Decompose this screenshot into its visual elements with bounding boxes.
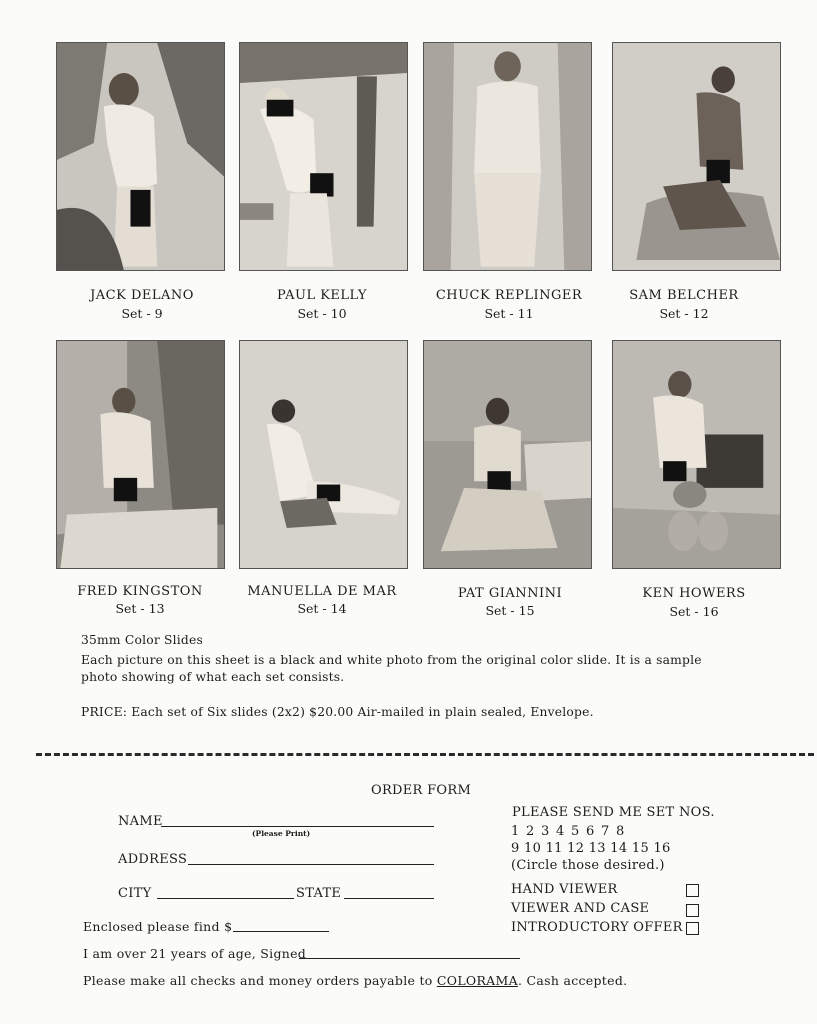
description-line-1: Each picture on this sheet is a black and white photo from the original color slide. It is a sample [81, 653, 702, 667]
option-intro-offer-label: INTRODUCTORY OFFER [511, 920, 683, 935]
set-number: Set - 13 [115, 601, 165, 616]
age-label: I am over 21 years of age, Signed [83, 946, 307, 961]
set-number: Set - 9 [121, 306, 163, 321]
name-label: NAME [118, 814, 163, 829]
checks-prefix: Please make all checks and money orders payable to [83, 973, 437, 988]
hand-viewer-checkbox[interactable] [686, 884, 699, 897]
enclosed-label: Enclosed please find $ [83, 919, 233, 934]
photo-fred-kingston [56, 340, 225, 569]
checks-suffix: . Cash accepted. [517, 973, 628, 988]
set-name: KEN HOWERS [642, 586, 746, 601]
city-label: CITY [118, 886, 152, 901]
intro-offer-checkbox[interactable] [686, 922, 699, 935]
set-number: Set - 15 [485, 603, 535, 618]
set-number: Set - 16 [669, 604, 719, 619]
photo-pat-giannini [423, 340, 592, 569]
set-name: FRED KINGSTON [77, 584, 203, 599]
set-number: Set - 10 [297, 306, 347, 321]
photo-jack-delano [56, 42, 225, 271]
cut-line [36, 753, 814, 756]
amount-field[interactable] [233, 931, 329, 932]
payee: COLORAMA [436, 973, 518, 988]
slides-heading: 35mm Color Slides [81, 633, 203, 647]
send-sets-title: PLEASE SEND ME SET NOS. [512, 805, 715, 820]
state-field[interactable] [344, 898, 434, 899]
address-label: ADDRESS [118, 852, 188, 867]
option-viewer-case-label: VIEWER AND CASE [511, 901, 650, 916]
name-field[interactable] [161, 826, 434, 827]
checks-note [83, 973, 627, 988]
set-name: MANUELLA DE MAR [247, 584, 397, 599]
price-text: PRICE: Each set of Six slides (2x2) $20.00 Air-mailed in plain sealed, Envelope. [81, 705, 594, 719]
state-label: STATE [296, 886, 342, 901]
set-numbers-row-1: 1 2 3 4 5 6 7 8 [511, 824, 625, 839]
photo-paul-kelly [239, 42, 408, 271]
set-name: SAM BELCHER [629, 288, 739, 303]
photo-manuella-de-mar [239, 340, 408, 569]
option-hand-viewer-label: HAND VIEWER [511, 882, 618, 897]
photo-sam-belcher [612, 42, 781, 271]
set-name: JACK DELANO [90, 288, 194, 303]
viewer-case-checkbox[interactable] [686, 904, 699, 917]
set-number: Set - 12 [659, 306, 709, 321]
photo-ken-howers [612, 340, 781, 569]
signature-field[interactable] [299, 958, 520, 959]
circle-note: (Circle those desired.) [511, 858, 665, 873]
city-field[interactable] [157, 898, 294, 899]
set-number: Set - 11 [484, 306, 534, 321]
description-line-2: photo showing of what each set consists. [81, 670, 345, 684]
order-form-title: ORDER FORM [371, 783, 472, 798]
set-numbers-row-2: 9 10 11 12 13 14 15 16 [511, 841, 671, 856]
set-number: Set - 14 [297, 601, 347, 616]
set-name: CHUCK REPLINGER [435, 288, 583, 303]
set-name: PAUL KELLY [277, 288, 367, 303]
please-print-note: (Please Print) [252, 829, 311, 838]
set-name: PAT GIANNINI [457, 586, 563, 601]
photo-chuck-replinger [423, 42, 592, 271]
address-field[interactable] [188, 864, 434, 865]
